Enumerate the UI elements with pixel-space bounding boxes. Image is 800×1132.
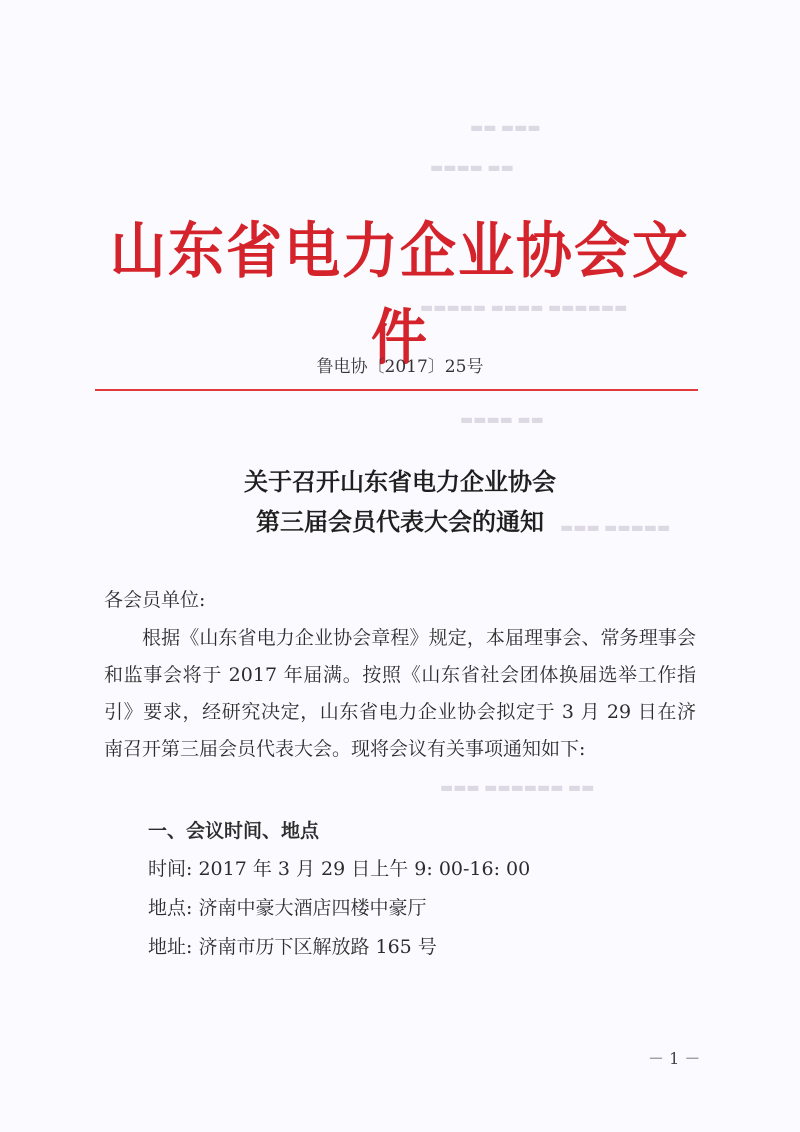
body-paragraph: 根据《山东省电力企业协会章程》规定，本届理事会、常务理事会和监事会将于 2017 年届满。按照《山东省社会团体换届选举工作指引》要求，经研究决定，山东省电力企业协会拟定于 3 月 29 日在济南召开第三届会员代表大会。现将会议有关事项通知如下:	[104, 627, 696, 760]
meeting-address: 地址: 济南市历下区解放路 165 号	[148, 936, 437, 958]
bleed-through-mark: ▬▬▬ ▬▬	[470, 120, 541, 136]
page-number: － 1 －	[648, 1049, 701, 1068]
meeting-time: 时间: 2017 年 3 月 29 日上午 9: 00-16: 00	[148, 858, 531, 880]
bleed-through-mark: ▬▬ ▬▬▬▬	[460, 412, 544, 428]
document-number: 鲁电协〔2017〕25号	[316, 357, 484, 377]
document-header-title: 山东省电力企业协会文件	[110, 216, 690, 374]
salutation: 各会员单位:	[104, 589, 206, 611]
red-divider-line	[95, 389, 698, 391]
meeting-place: 地点: 济南中豪大酒店四楼中豪厅	[148, 897, 427, 919]
bleed-through-mark: ▬▬▬▬▬▬ ▬▬▬▬ ▬▬▬▬▬	[420, 300, 628, 316]
notice-title-line-2: 第三届会员代表大会的通知	[256, 508, 544, 536]
section-heading-time-place: 一、会议时间、地点	[148, 820, 320, 842]
notice-title-line-1: 关于召开山东省电力企业协会	[244, 468, 556, 496]
bleed-through-mark: ▬▬ ▬▬▬▬▬▬ ▬▬▬	[440, 780, 595, 796]
bleed-through-mark: ▬▬▬▬▬ ▬▬▬	[560, 520, 671, 536]
bleed-through-mark: ▬▬ ▬▬▬▬	[430, 160, 514, 176]
